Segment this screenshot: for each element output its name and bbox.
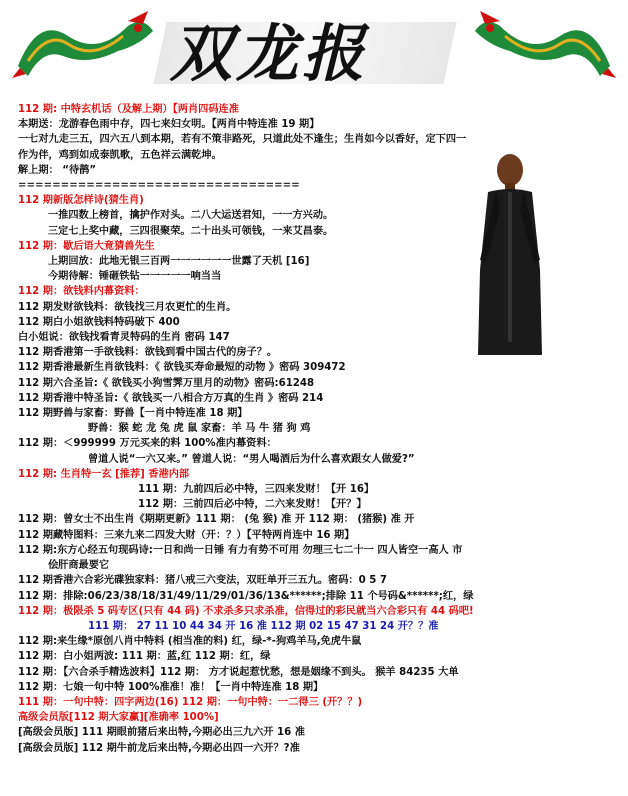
text-line: 112 期：欲钱料内幕资料： xyxy=(18,286,145,298)
text-line: 一推四数上榜首，擒护作对头。二八大运送君知，一一方兴动。 xyxy=(48,210,334,222)
text-line: 112 期：三前四后必中特，二六来发财！【开？】 xyxy=(138,499,367,511)
text-line: 野兽：猴 蛇 龙 兔 虎 鼠 家畜：羊 马 牛 猪 狗 鸡 xyxy=(88,423,311,435)
text-line: 112 期野兽与家畜：野兽【一肖中特连准 18 期】 xyxy=(18,408,248,420)
text-line: [高级会员版] 112 期牛前龙后来出特,今期必出四一六开？?准 xyxy=(18,742,300,754)
text-line: [高级会员版] 111 期眼前猪后来出特,今期必出三九六开 16 准 xyxy=(18,727,305,739)
text-line: 112 期发财欲钱料：欲钱找三月农更忙的生肖。 xyxy=(18,301,237,313)
dragon-right-icon xyxy=(470,6,620,86)
text-line: 一七对九走三五，四六五八到本期，若有不策非路死，只道此处不逢生；生肖如今以香好，定下四一 xyxy=(18,134,467,146)
text-line: 112 期: 中特玄机话（及解上期）【两肖四码连准 xyxy=(18,104,239,115)
text-line: ================================= xyxy=(18,180,300,192)
text-line: 112 期：白小姐两波: 111 期：蓝,红 112 期：红，绿 xyxy=(18,651,271,663)
text-line: 112 期香港中特圣旨:《 欲钱买一八相合方万真的生肖 》密码 214 xyxy=(18,392,324,404)
text-line: 上期回放：此地无银三百两一一一一一一世露了天机 [16] xyxy=(48,256,310,268)
text-line: 112 期:来生缘*原创八肖中特料 (相当准的料) 红，绿-*-狗鸡羊马,免虎牛鼠 xyxy=(18,636,362,648)
text-line: 112 期：七娘一句中特 100%准准！准！【一肖中特连准 18 期】 xyxy=(18,681,324,693)
text-line: 112 期六合圣旨:《 欲钱买小狗雪霁万里月的动物》密码:61248 xyxy=(18,377,315,389)
text-line: 112 期香港六合彩光碟独家料：猪八戒三六变法，双旺单开三五九。密码：0 5 7 xyxy=(18,575,387,587)
text-line: 侩肝商最要它 xyxy=(48,560,110,572)
text-line: 112 期香港第一手欲钱料：欲钱到看中国古代的房子？。 xyxy=(18,347,278,359)
text-line: 112 期：歇后语大竟猜兽先生 xyxy=(18,240,155,252)
text-line: 112 期：＜999999 万元买来的料 100%准内幕资料： xyxy=(18,438,277,450)
text-line: 112 期新版怎样诗(猜生肖) xyxy=(18,195,144,207)
text-line: 112 期：【六合杀手精选波料】112 期： 方才说起惹忧愁，想是姻缘不到头。 猴羊 84235 大单 xyxy=(18,666,459,678)
article-body xyxy=(18,102,598,756)
text-line: 111 期： 27 11 10 44 34 开 16 准 112 期 02 15 47 31 24 开？？准 xyxy=(88,620,439,632)
text-line: 解上期： “待鹊” xyxy=(18,164,97,176)
text-line: 111 期：九前四后必中特，三四来发财！【开 16】 xyxy=(138,484,375,496)
text-line: 112 期：曾女士不出生肖《期期更新》111 期： (兔 猴) 准 开 112 期： (猪猴) 准 开 xyxy=(18,514,415,526)
text-line: 111 期：一句中特：四字两边(16) 112 期：一句中特：一二得三 (开？？) xyxy=(18,696,363,708)
text-line: 本期送：龙游春色雨中存，四七来妇女明。【两肖中特连准 19 期】 xyxy=(18,119,320,131)
dragon-left-icon xyxy=(8,6,158,86)
page-title: 双龙报 xyxy=(170,17,369,90)
text-line: 112 期藏特图料：三来九来二四发大财（开：？）【平特两肖连中 16 期】 xyxy=(18,529,355,541)
text-line: 112 期白小姐欲钱料特码破下 400 xyxy=(18,316,180,328)
text-line: 高级会员版[112 期大家赢][准确率 100%] xyxy=(18,712,219,724)
text-line: 112 期：极限杀 5 码专区(只有 44 码) 不求杀多只求杀准，信得过的彩民就当六合彩只有 44 码吧! xyxy=(18,605,474,617)
text-line: 白小姐说：欲钱找看青灵特码的生肖 密码 147 xyxy=(18,332,230,344)
text-line: 作为伴，鸡到如成泰凯歌，五色祥云满乾坤。 xyxy=(18,149,222,161)
text-line: 曾道人说“一六又来。” 曾道人说：“男人喝酒后为什么喜欢跟女人做爱?” xyxy=(88,453,415,465)
text-line: 三定七上奖中藏，三四很聚荣。二十出头可领钱，一来艾昌泰。 xyxy=(48,225,334,237)
text-line: 今期待解：锤砸铁钻一一一一一响当当 xyxy=(48,271,222,283)
text-line: 112 期:东方心经五句现码诗:一日和尚一日锤 有力有势不可用 勿理三七二十一 四人皆空一高人 市 xyxy=(18,544,463,556)
text-line: 112 期香港最新生肖欲钱料：《 欲钱买寿命最短的动物 》密码 309472 xyxy=(18,362,346,374)
text-line: 112 期: 生肖特一玄 [推荐] 香港内部 xyxy=(18,468,190,480)
text-line: 112 期：排除:06/23/38/18/31/49/11/29/01/36/13&******;排除 11 个号码&******;红，绿 xyxy=(18,590,474,602)
